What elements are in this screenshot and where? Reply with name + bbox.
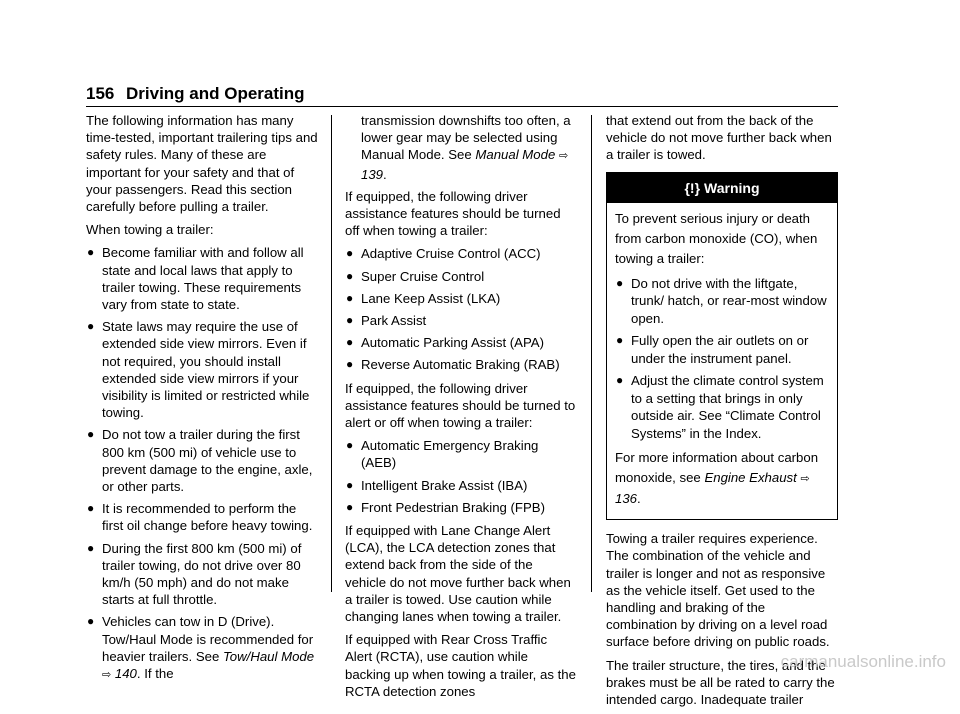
list-item: ● Front Pedestrian Braking (FPB): [346, 499, 545, 515]
list-item: ● Adjust the climate control system to a setting that brings in only outside air. See “Climate Control Systems” in the Index.: [616, 373, 824, 441]
bullet-icon: ●: [346, 357, 354, 372]
column-1: [86, 112, 318, 690]
bullet-icon: ●: [87, 427, 95, 442]
column-divider-2: [591, 115, 592, 592]
bullet-icon: ●: [346, 499, 354, 514]
page-ref-136[interactable]: 136: [615, 491, 638, 507]
list-item: ● Adaptive Cruise Control (ACC): [346, 246, 541, 262]
watermark: carmanualsonline.info: [780, 652, 946, 671]
list-item: ● During the first 800 km (500 mi) of trailer towing, do not drive over 80 km/h (50 mph) and do not make starts at full throttle.: [87, 540, 302, 608]
list-item: ● Park Assist: [346, 313, 427, 329]
list-item: ● Lane Keep Assist (LKA): [346, 290, 501, 306]
towing-list: [86, 244, 318, 684]
page-ref-139[interactable]: 139: [361, 166, 384, 182]
intro-paragraph: The following information has many time-tested, important trailering tips and safety rules. Many of these are important for your safety and that of your passengers. Read this section carefully before pulling a trailer.: [86, 113, 318, 215]
list-item: ● Reverse Automatic Braking (RAB): [346, 357, 560, 373]
bullet-icon: ●: [87, 501, 95, 516]
column-3: [606, 112, 838, 714]
turn-off-list: [345, 245, 577, 373]
warning-list: [615, 275, 829, 443]
engine-exhaust-link[interactable]: Engine Exhaust: [704, 470, 797, 486]
page-ref-140[interactable]: 140: [114, 666, 137, 682]
page-header: [86, 82, 838, 107]
page-ref-icon: ⇨: [102, 669, 112, 682]
list-item: ● State laws may require the use of extended side view mirrors. Even if not required, you should install extended side view mirrors if your visibility is limited or restricted while towing.: [87, 319, 310, 421]
bullet-icon: ●: [346, 268, 354, 283]
structure-paragraph: The trailer structure, the tires, and the brakes must be all be rated to carry the intended cargo. Inadequate trailer: [606, 657, 835, 707]
experience-paragraph: Towing a trailer requires experience. The combination of the vehicle and trailer is longer and not as responsive as the vehicle itself. Get used to the handling and braking of the combination by driving on a level road surface before driving on public roads.: [606, 531, 830, 650]
manual-mode-link[interactable]: Manual Mode: [475, 147, 556, 163]
bullet-icon: ●: [616, 373, 624, 388]
bullet-icon: ●: [346, 335, 354, 350]
list-item: ● Intelligent Brake Assist (IBA): [346, 477, 528, 493]
section-title: Driving and Operating: [126, 84, 305, 103]
bullet-icon: ●: [616, 275, 624, 290]
page-ref-icon: ⇨: [558, 150, 569, 163]
bullet-icon: ●: [346, 313, 354, 328]
warning-title: Warning: [704, 179, 760, 196]
page-number: 156: [86, 84, 115, 103]
bullet-icon: ●: [87, 614, 95, 629]
bullet-icon: ●: [346, 290, 354, 305]
lca-paragraph: If equipped with Lane Change Alert (LCA), the LCA detection zones that extend back from the side of the vehicle do not move further back when a trailer is towed. Use caution while changing lanes when towing a trailer.: [345, 523, 571, 625]
tow-haul-mode-link[interactable]: Tow/Haul Mode: [222, 648, 315, 664]
list-item: ● Automatic Emergency Braking (AEB): [346, 438, 539, 471]
warning-body: [607, 203, 837, 520]
warning-icon: {!}: [684, 179, 701, 196]
list-item: ● Super Cruise Control: [346, 268, 485, 284]
list-item: ● Automatic Parking Assist (APA): [346, 335, 544, 351]
list-item: ● Do not drive with the liftgate, trunk/ hatch, or rear-most window open.: [616, 275, 827, 326]
warning-intro: To prevent serious injury or death from carbon monoxide (CO), when towing a trailer:: [615, 210, 818, 266]
list-item: ● Become familiar with and follow all state and local laws that apply to trailer towing. These requirements vary from state to state.: [87, 245, 304, 313]
turn-off-paragraph: If equipped, the following driver assistance features should be turned off when towing a trailer:: [345, 188, 561, 239]
towing-lead: When towing a trailer:: [86, 222, 214, 238]
bullet-icon: ●: [87, 319, 95, 334]
bullet-icon: ●: [616, 333, 624, 348]
bullet-icon: ●: [346, 477, 354, 492]
column-2: [345, 112, 577, 706]
alert-paragraph: If equipped, the following driver assistance features should be turned to alert or off when towing a trailer:: [345, 380, 576, 431]
warning-more-info: For more information about carbon monoxide, see Engine Exhaust ⇨ 136.: [615, 450, 819, 507]
column-divider-1: [331, 115, 332, 592]
bullet-icon: ●: [346, 246, 354, 261]
continued-paragraph: that extend out from the back of the vehicle do not move further back when a trailer is towed.: [606, 113, 832, 163]
rcta-paragraph: If equipped with Rear Cross Traffic Alert (RCTA), use caution while backing up when towing a trailer, as the RCTA detection zones: [345, 632, 576, 699]
list-item: ● Vehicles can tow in D (Drive). Tow/Haul Mode is recommended for heavier trailers. See Tow/Haul Mode ⇨ 140. If the: [87, 614, 315, 682]
warning-header: [607, 173, 837, 203]
continued-bullet: transmission downshifts too often, a lower gear may be selected using Manual Mode. See Manual Mode ⇨ 139.: [361, 113, 571, 182]
bullet-icon: ●: [346, 438, 354, 453]
warning-box: [606, 172, 838, 521]
list-item: ● It is recommended to perform the first oil change before heavy towing.: [87, 501, 313, 534]
page-ref-icon: ⇨: [800, 473, 810, 486]
bullet-icon: ●: [87, 245, 95, 260]
bullet-icon: ●: [87, 540, 95, 555]
alert-list: [345, 437, 577, 516]
list-item: ● Fully open the air outlets on or under the instrument panel.: [616, 333, 809, 366]
list-item: ● Do not tow a trailer during the first 800 km (500 mi) of vehicle use to prevent damage to the engine, axle, or other parts.: [87, 427, 313, 495]
